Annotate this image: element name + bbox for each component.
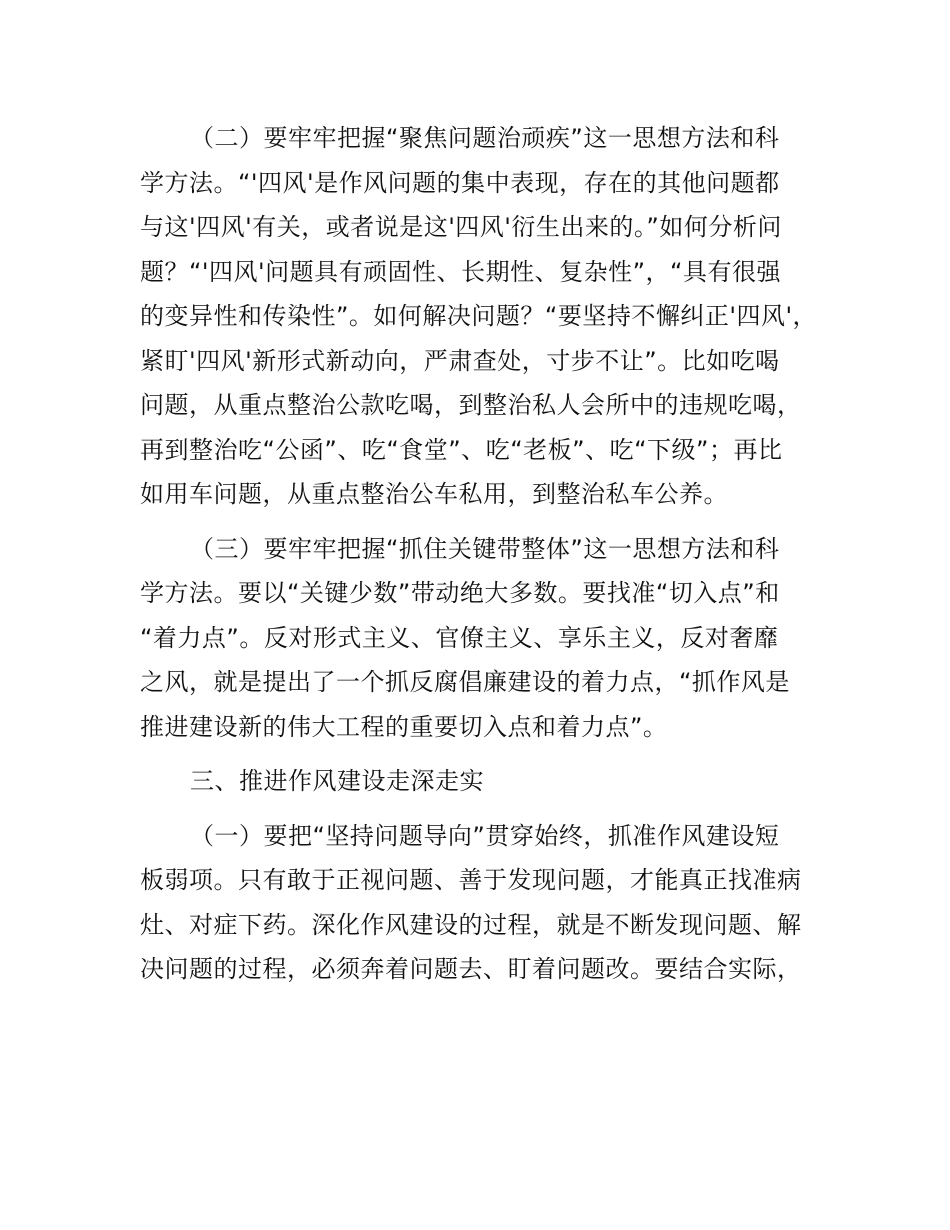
text-line: 板弱项。只有敢于正视问题、善于发现问题，才能真正找准病: [140, 866, 802, 894]
paragraph-section-2-3: [140, 527, 840, 750]
section-heading-3: [140, 759, 840, 804]
text-line: （三）要牢牢把握“抓住关键带整体”这一思想方法和科: [190, 534, 780, 563]
text-line: （二）要牢牢把握“聚焦问题治顽疾”这一思想方法和科: [190, 124, 780, 152]
paragraph-section-2-2: [140, 116, 840, 517]
text-line: 题？“'四风'问题具有顽固性、长期性、复杂性”，“具有很强: [140, 257, 781, 286]
text-line: 再到整治吃“公函”、吃“食堂”、吃“老板”、吃“下级”；再比: [140, 435, 783, 464]
text-line: 决问题的过程，必须奔着问题去、盯着问题改。要结合实际，: [140, 955, 802, 983]
text-line: 与这'四风'有关，或者说是这'四风'衍生出来的。”如何分析问: [140, 213, 782, 241]
text-line: 学方法。“'四风'是作风问题的集中表现，存在的其他问题都: [140, 168, 780, 197]
document-body: [140, 116, 840, 992]
text-line: 如用车问题，从重点整治公车私用，到整治私车公养。: [140, 480, 728, 508]
text-line: 推进建设新的伟大工程的重要切入点和着力点”。: [140, 712, 668, 741]
section-heading-text: 三、推进作风建设走深走实: [190, 767, 484, 795]
paragraph-section-3-1: [140, 814, 840, 992]
text-line: 紧盯'四风'新形式新动向，严肃查处，寸步不让”。比如吃喝: [140, 346, 780, 375]
text-line: 之风，就是提出了一个抓反腐倡廉建设的着力点，“抓作风是: [140, 668, 790, 696]
text-line: 的变异性和传染性”。如何解决问题？“要坚持不懈纠正'四风'，: [140, 302, 818, 330]
text-line: 学方法。要以“关键少数”带动绝大多数。要找准“切入点”和: [140, 579, 780, 607]
text-line: “着力点”。反对形式主义、官僚主义、享乐主义，反对奢靡: [140, 623, 779, 652]
text-line: 问题，从重点整治公款吃喝，到整治私人会所中的违规吃喝，: [140, 391, 802, 419]
text-line: 灶、对症下药。深化作风建设的过程，就是不断发现问题、解: [140, 910, 802, 939]
text-line: （一）要把“坚持问题导向”贯穿始终，抓准作风建设短: [190, 821, 780, 850]
